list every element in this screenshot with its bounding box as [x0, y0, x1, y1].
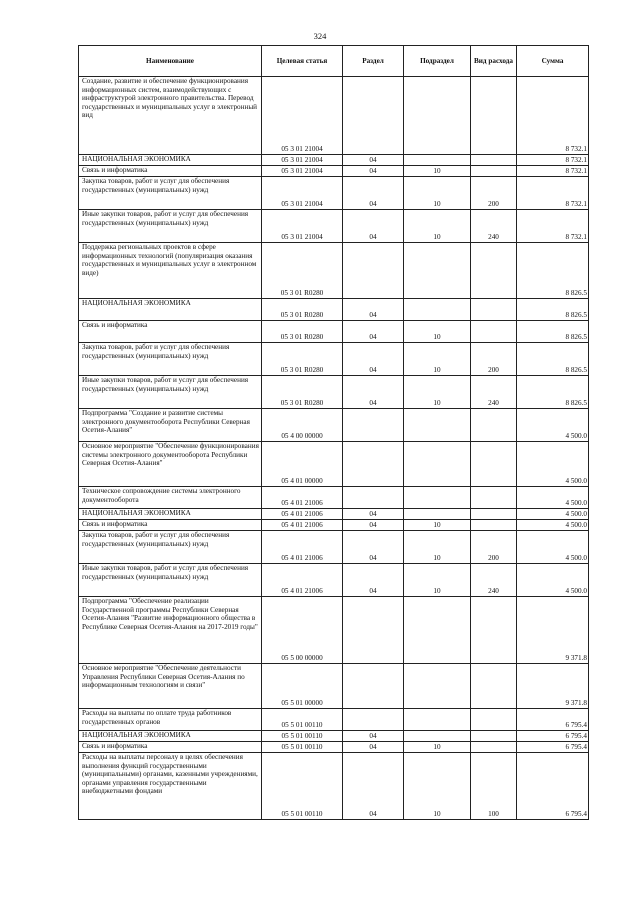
table-row [79, 343, 589, 376]
table-row [79, 243, 589, 299]
table-row [79, 376, 589, 409]
table-row [79, 564, 589, 597]
row-target-code: 05 5 01 00000 [262, 664, 343, 709]
row-amount: 8 826.5 [517, 243, 589, 299]
row-subsection: 10 [404, 343, 471, 376]
table-row [79, 442, 589, 487]
row-name: Иные закупки товаров, работ и услуг для обеспечения государственных (муниципальных) нужд [79, 564, 262, 597]
row-subsection [404, 709, 471, 731]
row-amount: 4 500.0 [517, 531, 589, 564]
row-name: Закупка товаров, работ и услуг для обеспечения государственных (муниципальных) нужд [79, 177, 262, 210]
row-name: НАЦИОНАЛЬНАЯ ЭКОНОМИКА [79, 155, 262, 166]
row-target-code: 05 3 01 R0280 [262, 376, 343, 409]
row-expense-type [471, 731, 517, 742]
row-amount: 4 500.0 [517, 564, 589, 597]
row-target-code: 05 4 01 21006 [262, 531, 343, 564]
row-subsection [404, 409, 471, 442]
row-subsection [404, 664, 471, 709]
row-expense-type [471, 243, 517, 299]
row-target-code: 05 3 01 R0280 [262, 299, 343, 321]
row-section: 04 [343, 742, 404, 753]
row-target-code: 05 4 01 21006 [262, 520, 343, 531]
row-name: Связь и информатика [79, 742, 262, 753]
row-name: Подпрограмма "Создание и развитие системы электронного документооборота Республики Северная Осетия-Алания" [79, 409, 262, 442]
row-amount: 4 500.0 [517, 409, 589, 442]
budget-table [78, 45, 589, 820]
row-amount: 8 826.5 [517, 299, 589, 321]
row-expense-type [471, 597, 517, 664]
table-row [79, 664, 589, 709]
row-name: Поддержка региональных проектов в сфере информационных технологий (популяризация оказания государственных и муниципальных услуг в электронном виде) [79, 243, 262, 299]
row-amount: 8 826.5 [517, 376, 589, 409]
row-subsection: 10 [404, 742, 471, 753]
row-section: 04 [343, 731, 404, 742]
row-name: Основное мероприятие "Обеспечение функционирования системы электронного документооборота Республики Северная Осетия-Алания" [79, 442, 262, 487]
row-section [343, 487, 404, 509]
row-subsection: 10 [404, 753, 471, 820]
row-target-code: 05 3 01 R0280 [262, 243, 343, 299]
table-row [79, 509, 589, 520]
row-expense-type [471, 709, 517, 731]
row-target-code: 05 5 01 00110 [262, 731, 343, 742]
row-subsection [404, 243, 471, 299]
row-expense-type [471, 509, 517, 520]
row-target-code: 05 5 00 00000 [262, 597, 343, 664]
row-amount: 8 732.1 [517, 77, 589, 155]
table-row [79, 597, 589, 664]
table-row [79, 177, 589, 210]
row-target-code: 05 3 01 21004 [262, 155, 343, 166]
row-target-code: 05 5 01 00110 [262, 709, 343, 731]
row-target-code: 05 3 01 R0280 [262, 321, 343, 343]
row-subsection: 10 [404, 177, 471, 210]
table-row [79, 77, 589, 155]
row-amount: 6 795.4 [517, 731, 589, 742]
row-amount: 8 732.1 [517, 177, 589, 210]
row-subsection [404, 442, 471, 487]
row-section: 04 [343, 299, 404, 321]
row-name: НАЦИОНАЛЬНАЯ ЭКОНОМИКА [79, 299, 262, 321]
row-expense-type [471, 166, 517, 177]
row-expense-type: 240 [471, 564, 517, 597]
row-amount: 8 732.1 [517, 155, 589, 166]
row-subsection [404, 299, 471, 321]
row-name: Иные закупки товаров, работ и услуг для обеспечения государственных (муниципальных) нужд [79, 210, 262, 243]
row-target-code: 05 3 01 21004 [262, 166, 343, 177]
row-section: 04 [343, 509, 404, 520]
row-amount: 8 826.5 [517, 321, 589, 343]
header-target: Целевая статья [262, 46, 343, 77]
row-amount: 9 371.8 [517, 597, 589, 664]
header-expense-type: Вид расхода [471, 46, 517, 77]
row-amount: 4 500.0 [517, 509, 589, 520]
row-expense-type [471, 520, 517, 531]
row-subsection [404, 597, 471, 664]
table-row [79, 487, 589, 509]
row-expense-type [471, 77, 517, 155]
row-subsection [404, 77, 471, 155]
row-target-code: 05 4 01 00000 [262, 442, 343, 487]
row-subsection [404, 155, 471, 166]
header-amount: Сумма [517, 46, 589, 77]
table-row [79, 753, 589, 820]
table-row [79, 299, 589, 321]
row-name: Подпрограмма "Обеспечение реализации Государственной программы Республики Северная Осетия-Алания "Развитие информационного общества в Республике Северная Осетия-Алания на 2017-2019 годы" [79, 597, 262, 664]
header-section: Раздел [343, 46, 404, 77]
row-target-code: 05 3 01 R0280 [262, 343, 343, 376]
row-amount: 6 795.4 [517, 709, 589, 731]
row-amount: 8 732.1 [517, 210, 589, 243]
row-target-code: 05 5 01 00110 [262, 753, 343, 820]
row-name: Создание, развитие и обеспечение функционирования информационных систем, взаимодействующих с инфраструктурой электронного правительства. Перевод государственных и муниципальных услуг в электронный вид [79, 77, 262, 155]
row-section: 04 [343, 753, 404, 820]
row-subsection: 10 [404, 166, 471, 177]
table-row [79, 742, 589, 753]
table-row [79, 531, 589, 564]
table-row [79, 709, 589, 731]
row-section: 04 [343, 210, 404, 243]
row-expense-type: 240 [471, 376, 517, 409]
row-target-code: 05 5 01 00110 [262, 742, 343, 753]
table-row [79, 731, 589, 742]
row-amount: 4 500.0 [517, 442, 589, 487]
row-amount: 8 826.5 [517, 343, 589, 376]
table-row [79, 409, 589, 442]
row-section [343, 597, 404, 664]
row-name: Основное мероприятие "Обеспечение деятельности Управления Республики Северная Осетия-Алания по информационным технологиям и связи" [79, 664, 262, 709]
row-subsection: 10 [404, 376, 471, 409]
row-section: 04 [343, 343, 404, 376]
row-expense-type [471, 321, 517, 343]
row-section: 04 [343, 520, 404, 531]
header-subsection: Подраздел [404, 46, 471, 77]
row-section [343, 664, 404, 709]
row-section: 04 [343, 155, 404, 166]
row-expense-type [471, 155, 517, 166]
row-expense-type [471, 742, 517, 753]
row-section [343, 709, 404, 731]
row-name: НАЦИОНАЛЬНАЯ ЭКОНОМИКА [79, 509, 262, 520]
row-name: Техническое сопровождение системы электронного документооборота [79, 487, 262, 509]
row-section [343, 409, 404, 442]
row-section: 04 [343, 166, 404, 177]
row-section: 04 [343, 531, 404, 564]
row-amount: 4 500.0 [517, 520, 589, 531]
row-name: Связь и информатика [79, 520, 262, 531]
row-expense-type: 240 [471, 210, 517, 243]
row-name: Связь и информатика [79, 166, 262, 177]
row-subsection: 10 [404, 564, 471, 597]
row-section [343, 243, 404, 299]
row-subsection [404, 487, 471, 509]
row-subsection: 10 [404, 531, 471, 564]
row-target-code: 05 4 01 21006 [262, 487, 343, 509]
row-expense-type: 200 [471, 531, 517, 564]
row-name: Расходы на выплаты персоналу в целях обеспечения выполнения функций государственными (муниципальными) органами, казенными учреждениями, органами управления государственными внебюджетными фондами [79, 753, 262, 820]
row-name: Закупка товаров, работ и услуг для обеспечения государственных (муниципальных) нужд [79, 343, 262, 376]
row-expense-type [471, 487, 517, 509]
row-section [343, 442, 404, 487]
row-subsection [404, 731, 471, 742]
row-section: 04 [343, 564, 404, 597]
row-subsection: 10 [404, 321, 471, 343]
row-target-code: 05 3 01 21004 [262, 77, 343, 155]
row-section: 04 [343, 376, 404, 409]
row-amount: 6 795.4 [517, 753, 589, 820]
row-amount: 4 500.0 [517, 487, 589, 509]
row-expense-type: 200 [471, 177, 517, 210]
row-expense-type [471, 409, 517, 442]
table-row [79, 520, 589, 531]
row-target-code: 05 4 00 00000 [262, 409, 343, 442]
row-target-code: 05 3 01 21004 [262, 210, 343, 243]
row-name: Иные закупки товаров, работ и услуг для обеспечения государственных (муниципальных) нужд [79, 376, 262, 409]
row-amount: 6 795.4 [517, 742, 589, 753]
table-row [79, 166, 589, 177]
row-expense-type: 200 [471, 343, 517, 376]
row-expense-type [471, 442, 517, 487]
row-expense-type [471, 299, 517, 321]
row-target-code: 05 3 01 21004 [262, 177, 343, 210]
row-expense-type: 100 [471, 753, 517, 820]
row-name: НАЦИОНАЛЬНАЯ ЭКОНОМИКА [79, 731, 262, 742]
row-target-code: 05 4 01 21006 [262, 564, 343, 597]
table-row [79, 210, 589, 243]
header-name: Наименование [79, 46, 262, 77]
row-name: Связь и информатика [79, 321, 262, 343]
row-name: Закупка товаров, работ и услуг для обеспечения государственных (муниципальных) нужд [79, 531, 262, 564]
row-section: 04 [343, 177, 404, 210]
row-subsection: 10 [404, 210, 471, 243]
table-row [79, 155, 589, 166]
row-subsection: 10 [404, 520, 471, 531]
row-section [343, 77, 404, 155]
table-header-row [79, 46, 589, 77]
row-amount: 9 371.8 [517, 664, 589, 709]
row-expense-type [471, 664, 517, 709]
row-target-code: 05 4 01 21006 [262, 509, 343, 520]
table-row [79, 321, 589, 343]
row-name: Расходы на выплаты по оплате труда работников государственных органов [79, 709, 262, 731]
row-amount: 8 732.1 [517, 166, 589, 177]
page-number: 324 [313, 31, 327, 41]
row-section: 04 [343, 321, 404, 343]
row-subsection [404, 509, 471, 520]
